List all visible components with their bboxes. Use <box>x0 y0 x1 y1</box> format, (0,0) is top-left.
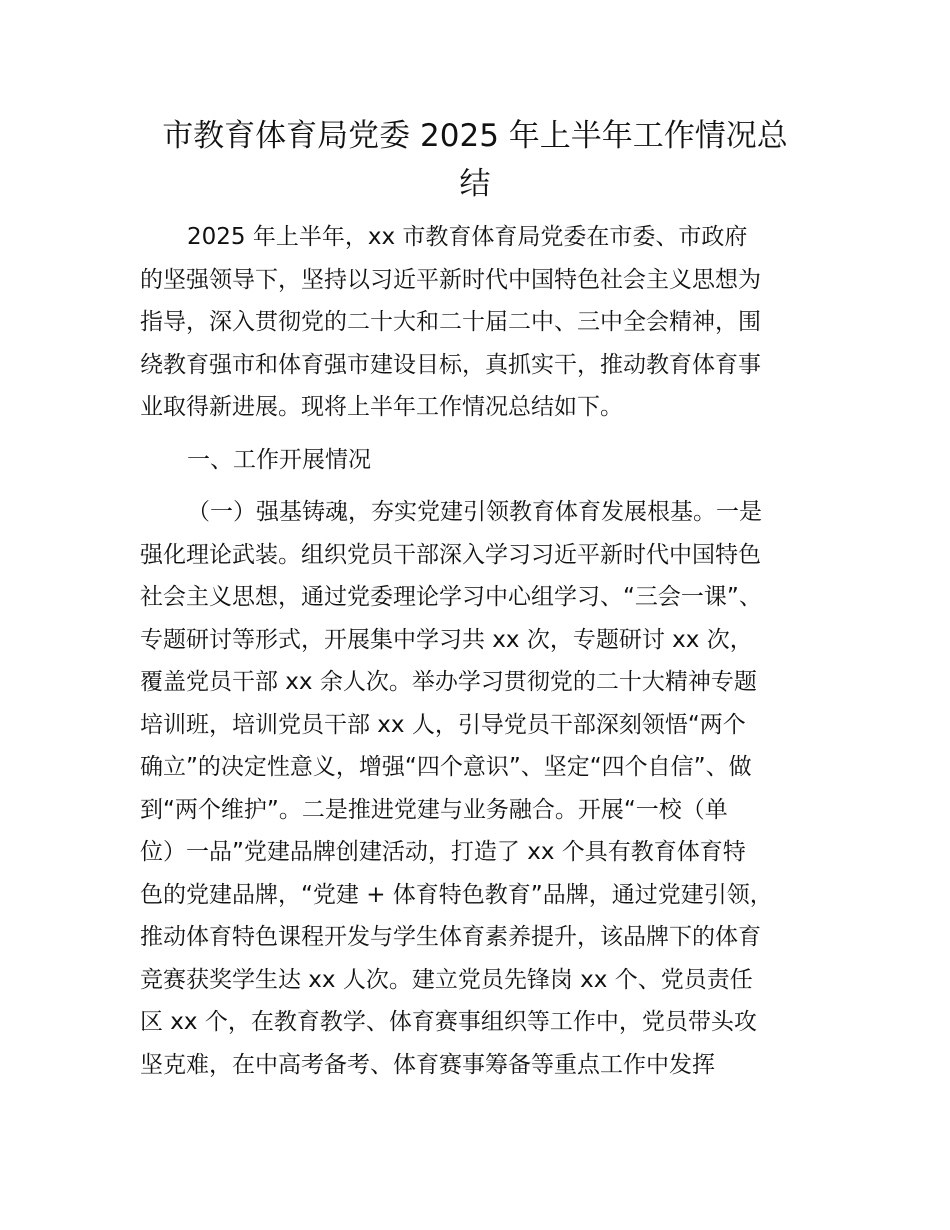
paragraph-line: 2025 年上半年，xx 市教育体育局党委在市委、市政府 <box>187 224 748 250</box>
subsection-paragraph <box>140 491 830 1086</box>
paragraph-line: 区 xx 个，在教育教学、体育赛事组织等工作中，党员带头攻 <box>140 1009 757 1035</box>
section-heading: 一、工作开展情况 <box>187 446 371 473</box>
intro-paragraph <box>140 216 830 429</box>
paragraph-line: 强化理论武装。组织党员干部深入学习习近平新时代中国特色 <box>140 541 761 568</box>
paragraph-spacer <box>140 481 830 491</box>
paragraph-line: 位）一品”党建品牌创建活动，打造了 xx 个具有教育体育特 <box>140 839 746 865</box>
paragraph-line: 培训班，培训党员干部 xx 人，引导党员干部深刻领悟“两个 <box>140 711 746 738</box>
paragraph-line: 坚克难，在中高考备考、体育赛事筹备等重点工作中发挥 <box>140 1051 715 1078</box>
paragraph-line: （一）强基铸魂，夯实党建引领教育体育发展根基。一是 <box>187 499 762 525</box>
paragraph-line: 绕教育强市和体育强市建设目标，真抓实干，推动教育体育事 <box>140 351 761 378</box>
section-heading-paragraph <box>140 439 830 482</box>
paragraph-line: 覆盖党员干部 xx 余人次。举办学习贯彻党的二十大精神专题 <box>140 669 757 695</box>
document-body <box>140 216 830 1086</box>
document-title <box>140 112 810 208</box>
paragraph-line: 色的党建品牌，“党建 + 体育特色教育”品牌，通过党建引领， <box>140 881 773 908</box>
paragraph-spacer <box>140 429 830 439</box>
paragraph-line: 推动体育特色课程开发与学生体育素养提升，该品牌下的体育 <box>140 924 761 950</box>
paragraph-line: 指导，深入贯彻党的二十大和二十届二中、三中全会精神，围 <box>140 309 761 335</box>
paragraph-line: 的坚强领导下，坚持以习近平新时代中国特色社会主义思想为 <box>140 266 761 293</box>
paragraph-line: 专题研讨等形式，开展集中学习共 xx 次，专题研讨 xx 次， <box>140 626 753 653</box>
paragraph-line: 确立”的决定性意义，增强“四个意识”、坚定“四个自信”、做 <box>140 754 752 780</box>
paragraph-line: 竞赛获奖学生达 xx 人次。建立党员先锋岗 xx 个、党员责任 <box>140 966 753 993</box>
title-line: 市教育体育局党委 2025 年上半年工作情况总 <box>162 118 788 154</box>
paragraph-line: 业取得新进展。现将上半年工作情况总结如下。 <box>140 394 623 420</box>
paragraph-line: 到“两个维护”。二是推进党建与业务融合。开展“一校（单 <box>140 796 728 823</box>
paragraph-line: 社会主义思想，通过党委理论学习中心组学习、“三会一课”、 <box>140 584 762 610</box>
title-line: 结 <box>459 166 491 202</box>
